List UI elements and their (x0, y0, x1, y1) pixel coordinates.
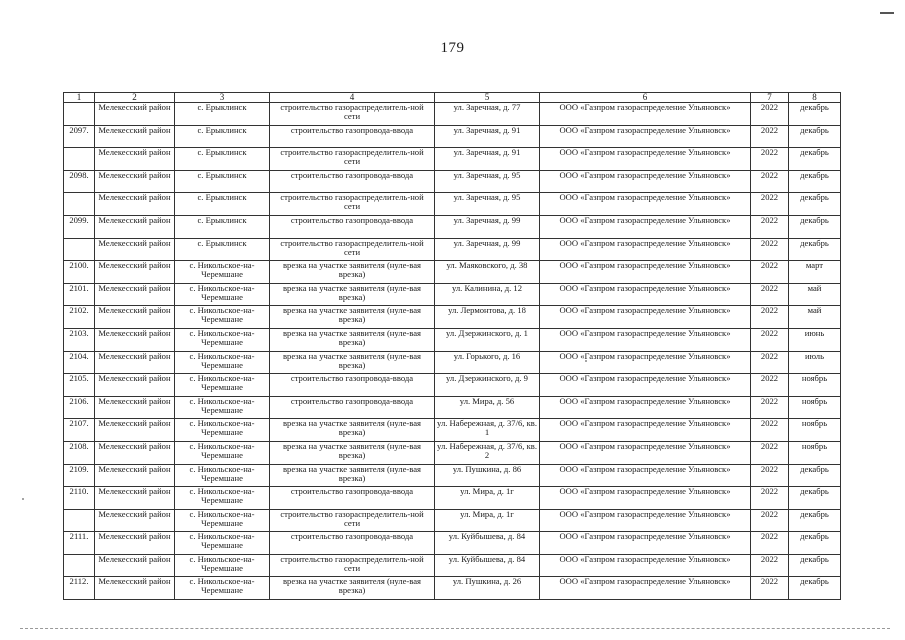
district-cell: Мелекесский район (95, 374, 175, 397)
operator-cell: ООО «Газпром газораспределение Ульяновск» (540, 509, 751, 532)
table-row (64, 374, 841, 397)
year-cell: 2022 (751, 148, 789, 171)
year-cell: 2022 (751, 374, 789, 397)
address-cell: ул. Заречная, д. 95 (435, 170, 540, 193)
scan-corner-mark (880, 12, 894, 14)
settlement-cell: с. Никольское-на-Черемшане (175, 306, 270, 329)
work-type-cell: строительство газораспределитель-ной сети (270, 238, 435, 261)
district-cell: Мелекесский район (95, 193, 175, 216)
address-cell: ул. Куйбышева, д. 84 (435, 554, 540, 577)
district-cell: Мелекесский район (95, 283, 175, 306)
operator-cell: ООО «Газпром газораспределение Ульяновск» (540, 306, 751, 329)
address-cell: ул. Заречная, д. 91 (435, 125, 540, 148)
row-number: 2098. (64, 170, 95, 193)
district-cell: Мелекесский район (95, 396, 175, 419)
page-bottom-edge (20, 628, 890, 630)
column-header-6: 6 (540, 93, 751, 103)
work-type-cell: строительство газораспределитель-ной сети (270, 509, 435, 532)
table-row (64, 554, 841, 577)
column-header-4: 4 (270, 93, 435, 103)
year-cell: 2022 (751, 283, 789, 306)
year-cell: 2022 (751, 509, 789, 532)
month-cell: декабрь (789, 487, 841, 510)
settlement-cell: с. Никольское-на-Черемшане (175, 283, 270, 306)
work-type-cell: врезка на участке заявителя (нуле-вая врезка) (270, 441, 435, 464)
work-type-cell: строительство газопровода-ввода (270, 125, 435, 148)
operator-cell: ООО «Газпром газораспределение Ульяновск» (540, 554, 751, 577)
address-cell: ул. Заречная, д. 91 (435, 148, 540, 171)
district-cell: Мелекесский район (95, 215, 175, 238)
operator-cell: ООО «Газпром газораспределение Ульяновск» (540, 193, 751, 216)
district-cell: Мелекесский район (95, 577, 175, 600)
settlement-cell: с. Ерыклинск (175, 103, 270, 126)
month-cell: май (789, 306, 841, 329)
row-number: 2112. (64, 577, 95, 600)
settlement-cell: с. Никольское-на-Черемшане (175, 532, 270, 555)
table-row (64, 441, 841, 464)
year-cell: 2022 (751, 441, 789, 464)
settlement-cell: с. Никольское-на-Черемшане (175, 509, 270, 532)
table-row (64, 396, 841, 419)
month-cell: декабрь (789, 554, 841, 577)
address-cell: ул. Лермонтова, д. 18 (435, 306, 540, 329)
work-type-cell: строительство газопровода-ввода (270, 374, 435, 397)
address-cell: ул. Дзержинского, д. 1 (435, 328, 540, 351)
table-row (64, 577, 841, 600)
table-row (64, 170, 841, 193)
address-cell: ул. Заречная, д. 99 (435, 238, 540, 261)
year-cell: 2022 (751, 193, 789, 216)
work-type-cell: врезка на участке заявителя (нуле-вая врезка) (270, 328, 435, 351)
settlement-cell: с. Никольское-на-Черемшане (175, 351, 270, 374)
work-type-cell: врезка на участке заявителя (нуле-вая врезка) (270, 261, 435, 284)
table-row (64, 193, 841, 216)
year-cell: 2022 (751, 396, 789, 419)
operator-cell: ООО «Газпром газораспределение Ульяновск» (540, 238, 751, 261)
month-cell: декабрь (789, 103, 841, 126)
district-cell: Мелекесский район (95, 328, 175, 351)
work-type-cell: строительство газопровода-ввода (270, 487, 435, 510)
operator-cell: ООО «Газпром газораспределение Ульяновск» (540, 351, 751, 374)
year-cell: 2022 (751, 554, 789, 577)
year-cell: 2022 (751, 170, 789, 193)
row-number (64, 554, 95, 577)
district-cell: Мелекесский район (95, 464, 175, 487)
district-cell: Мелекесский район (95, 351, 175, 374)
operator-cell: ООО «Газпром газораспределение Ульяновск» (540, 532, 751, 555)
month-cell: июль (789, 351, 841, 374)
table-row (64, 351, 841, 374)
month-cell: декабрь (789, 238, 841, 261)
district-cell: Мелекесский район (95, 238, 175, 261)
district-cell: Мелекесский район (95, 170, 175, 193)
table-body (64, 103, 841, 600)
settlement-cell: с. Никольское-на-Черемшане (175, 419, 270, 442)
row-number: 2102. (64, 306, 95, 329)
district-cell: Мелекесский район (95, 532, 175, 555)
table-row (64, 487, 841, 510)
year-cell: 2022 (751, 419, 789, 442)
row-number: 2100. (64, 261, 95, 284)
address-cell: ул. Пушкина, д. 86 (435, 464, 540, 487)
year-cell: 2022 (751, 328, 789, 351)
scan-speck (22, 498, 24, 500)
operator-cell: ООО «Газпром газораспределение Ульяновск» (540, 261, 751, 284)
row-number: 2101. (64, 283, 95, 306)
month-cell: декабрь (789, 193, 841, 216)
table-row (64, 238, 841, 261)
settlement-cell: с. Никольское-на-Черемшане (175, 261, 270, 284)
operator-cell: ООО «Газпром газораспределение Ульяновск» (540, 148, 751, 171)
month-cell: ноябрь (789, 374, 841, 397)
settlement-cell: с. Ерыклинск (175, 238, 270, 261)
address-cell: ул. Мира, д. 56 (435, 396, 540, 419)
year-cell: 2022 (751, 238, 789, 261)
operator-cell: ООО «Газпром газораспределение Ульяновск» (540, 419, 751, 442)
year-cell: 2022 (751, 125, 789, 148)
district-cell: Мелекесский район (95, 148, 175, 171)
settlement-cell: с. Ерыклинск (175, 215, 270, 238)
row-number: 2109. (64, 464, 95, 487)
work-type-cell: строительство газопровода-ввода (270, 532, 435, 555)
month-cell: июнь (789, 328, 841, 351)
row-number: 2097. (64, 125, 95, 148)
work-type-cell: врезка на участке заявителя (нуле-вая врезка) (270, 306, 435, 329)
district-cell: Мелекесский район (95, 306, 175, 329)
settlement-cell: с. Ерыклинск (175, 148, 270, 171)
month-cell: декабрь (789, 532, 841, 555)
settlement-cell: с. Никольское-на-Черемшане (175, 328, 270, 351)
settlement-cell: с. Ерыклинск (175, 193, 270, 216)
row-number (64, 238, 95, 261)
row-number (64, 103, 95, 126)
column-header-3: 3 (175, 93, 270, 103)
column-header-1: 1 (64, 93, 95, 103)
year-cell: 2022 (751, 532, 789, 555)
address-cell: ул. Набережная, д. 37/6, кв. 2 (435, 441, 540, 464)
row-number: 2106. (64, 396, 95, 419)
month-cell: ноябрь (789, 441, 841, 464)
row-number: 2107. (64, 419, 95, 442)
work-type-cell: врезка на участке заявителя (нуле-вая врезка) (270, 419, 435, 442)
table-row (64, 148, 841, 171)
operator-cell: ООО «Газпром газораспределение Ульяновск» (540, 328, 751, 351)
year-cell: 2022 (751, 103, 789, 126)
page-number: 179 (440, 40, 465, 56)
address-cell: ул. Мира, д. 1г (435, 509, 540, 532)
year-cell: 2022 (751, 215, 789, 238)
district-cell: Мелекесский район (95, 103, 175, 126)
work-type-cell: строительство газораспределитель-ной сети (270, 148, 435, 171)
gasification-registry-table (63, 92, 841, 600)
settlement-cell: с. Никольское-на-Черемшане (175, 441, 270, 464)
address-cell: ул. Заречная, д. 95 (435, 193, 540, 216)
operator-cell: ООО «Газпром газораспределение Ульяновск» (540, 487, 751, 510)
settlement-cell: с. Никольское-на-Черемшане (175, 554, 270, 577)
row-number: 2099. (64, 215, 95, 238)
year-cell: 2022 (751, 306, 789, 329)
address-cell: ул. Маяковского, д. 38 (435, 261, 540, 284)
row-number: 2103. (64, 328, 95, 351)
work-type-cell: строительство газораспределитель-ной сети (270, 193, 435, 216)
settlement-cell: с. Никольское-на-Черемшане (175, 396, 270, 419)
district-cell: Мелекесский район (95, 509, 175, 532)
table-header-row (64, 93, 841, 103)
operator-cell: ООО «Газпром газораспределение Ульяновск» (540, 374, 751, 397)
month-cell: декабрь (789, 170, 841, 193)
row-number (64, 509, 95, 532)
work-type-cell: строительство газопровода-ввода (270, 215, 435, 238)
row-number: 2111. (64, 532, 95, 555)
work-type-cell: врезка на участке заявителя (нуле-вая врезка) (270, 283, 435, 306)
district-cell: Мелекесский район (95, 261, 175, 284)
operator-cell: ООО «Газпром газораспределение Ульяновск» (540, 283, 751, 306)
district-cell: Мелекесский район (95, 125, 175, 148)
district-cell: Мелекесский район (95, 487, 175, 510)
table-row (64, 215, 841, 238)
table-row (64, 532, 841, 555)
row-number: 2110. (64, 487, 95, 510)
month-cell: ноябрь (789, 396, 841, 419)
work-type-cell: врезка на участке заявителя (нуле-вая врезка) (270, 351, 435, 374)
settlement-cell: с. Никольское-на-Черемшане (175, 374, 270, 397)
operator-cell: ООО «Газпром газораспределение Ульяновск» (540, 441, 751, 464)
table-row (64, 328, 841, 351)
month-cell: декабрь (789, 509, 841, 532)
address-cell: ул. Мира, д. 1г (435, 487, 540, 510)
column-header-2: 2 (95, 93, 175, 103)
work-type-cell: строительство газораспределитель-ной сети (270, 103, 435, 126)
table-row (64, 464, 841, 487)
settlement-cell: с. Никольское-на-Черемшане (175, 487, 270, 510)
address-cell: ул. Горького, д. 16 (435, 351, 540, 374)
table-row (64, 125, 841, 148)
table-row (64, 306, 841, 329)
row-number: 2108. (64, 441, 95, 464)
table-row (64, 283, 841, 306)
year-cell: 2022 (751, 351, 789, 374)
address-cell: ул. Заречная, д. 77 (435, 103, 540, 126)
work-type-cell: врезка на участке заявителя (нуле-вая врезка) (270, 577, 435, 600)
address-cell: ул. Куйбышева, д. 84 (435, 532, 540, 555)
row-number: 2105. (64, 374, 95, 397)
row-number (64, 148, 95, 171)
column-header-8: 8 (789, 93, 841, 103)
district-cell: Мелекесский район (95, 441, 175, 464)
month-cell: декабрь (789, 148, 841, 171)
table-row (64, 103, 841, 126)
settlement-cell: с. Ерыклинск (175, 170, 270, 193)
row-number: 2104. (64, 351, 95, 374)
column-header-5: 5 (435, 93, 540, 103)
table-row (64, 509, 841, 532)
month-cell: декабрь (789, 464, 841, 487)
year-cell: 2022 (751, 577, 789, 600)
address-cell: ул. Калинина, д. 12 (435, 283, 540, 306)
table-row (64, 261, 841, 284)
operator-cell: ООО «Газпром газораспределение Ульяновск» (540, 125, 751, 148)
operator-cell: ООО «Газпром газораспределение Ульяновск» (540, 464, 751, 487)
settlement-cell: с. Ерыклинск (175, 125, 270, 148)
address-cell: ул. Пушкина, д. 26 (435, 577, 540, 600)
work-type-cell: строительство газораспределитель-ной сети (270, 554, 435, 577)
operator-cell: ООО «Газпром газораспределение Ульяновск» (540, 396, 751, 419)
work-type-cell: строительство газопровода-ввода (270, 396, 435, 419)
month-cell: ноябрь (789, 419, 841, 442)
district-cell: Мелекесский район (95, 554, 175, 577)
settlement-cell: с. Никольское-на-Черемшане (175, 577, 270, 600)
work-type-cell: врезка на участке заявителя (нуле-вая врезка) (270, 464, 435, 487)
year-cell: 2022 (751, 261, 789, 284)
operator-cell: ООО «Газпром газораспределение Ульяновск» (540, 170, 751, 193)
month-cell: декабрь (789, 125, 841, 148)
work-type-cell: строительство газопровода-ввода (270, 170, 435, 193)
row-number (64, 193, 95, 216)
month-cell: март (789, 261, 841, 284)
operator-cell: ООО «Газпром газораспределение Ульяновск» (540, 103, 751, 126)
operator-cell: ООО «Газпром газораспределение Ульяновск» (540, 215, 751, 238)
table-row (64, 419, 841, 442)
settlement-cell: с. Никольское-на-Черемшане (175, 464, 270, 487)
month-cell: декабрь (789, 577, 841, 600)
year-cell: 2022 (751, 487, 789, 510)
year-cell: 2022 (751, 464, 789, 487)
district-cell: Мелекесский район (95, 419, 175, 442)
month-cell: май (789, 283, 841, 306)
address-cell: ул. Заречная, д. 99 (435, 215, 540, 238)
month-cell: декабрь (789, 215, 841, 238)
operator-cell: ООО «Газпром газораспределение Ульяновск» (540, 577, 751, 600)
address-cell: ул. Дзержинского, д. 9 (435, 374, 540, 397)
address-cell: ул. Набережная, д. 37/6, кв. 1 (435, 419, 540, 442)
column-header-7: 7 (751, 93, 789, 103)
